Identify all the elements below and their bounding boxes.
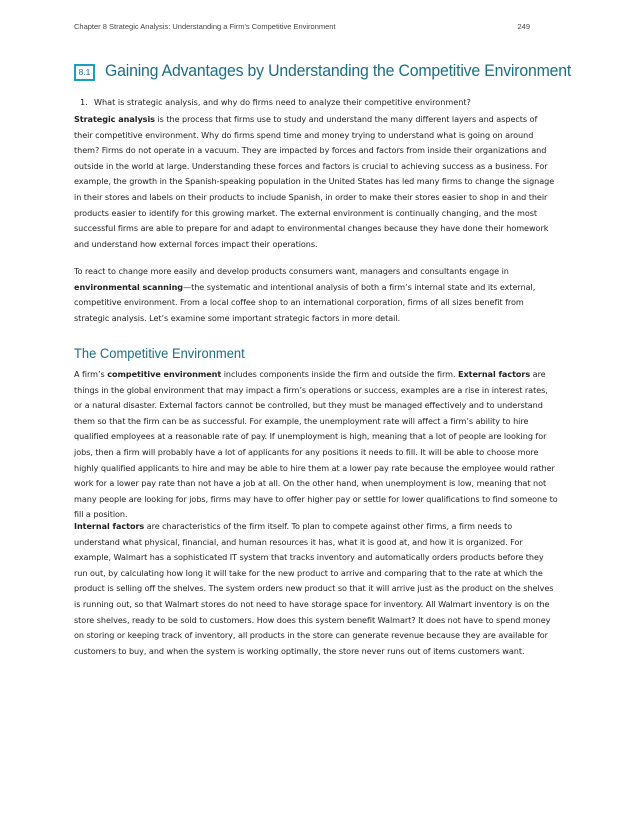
paragraph-text: is the process that firms use to study and understand the many different layers and aspects of their competitive environment. Why do firms spend time and money trying to understand what is going on around them? Firms do not operate in a vacuum. They are impacted by forces and factors from inside their organizations and outside in the world at large. Understanding these forces and factors is crucial to achieving success as a business. For example, the growth in the Spanish-speaking population in the United States has led many firms to change the signage in their stores and labels on their products to include Spanish, in order to make their stores easier to shop in and their products easier to identify for this growing market. The external environment is continually changing, and the most successful firms are able to prepare for and adapt to environmental changes because they have done their homework and understand how external forces impact their operations. [74, 114, 555, 249]
paragraph-strategic-analysis [74, 112, 558, 252]
paragraph-text: —the systematic and intentional analysis of both a firm’s internal state and its external, competitive environment. From a local coffee shop to an international corporation, firms of all sizes benefit from strategic analysis. Let’s examine some important strategic factors in more detail. [74, 281, 536, 323]
paragraph-environmental-scanning [74, 264, 558, 326]
paragraph-competitive-environment [74, 367, 558, 523]
key-term: External factors [458, 369, 531, 379]
key-term: Strategic analysis [74, 114, 155, 124]
objective-text: What is strategic analysis, and why do firms need to analyze their competitive environment? [94, 97, 471, 107]
key-term: environmental scanning [74, 281, 184, 292]
paragraph-text: are characteristics of the firm itself. To plan to compete against other firms, a firm needs to understand what physical, financial, and human resources it has, what it is good at, and how it is organized. For example, Walmart has a sophisticated IT system that tracks inventory and automatically orders products before they run out, by calculating how long it will take for the new product to arrive and comparing that to the rate at which the product is selling off the shelves. The system orders new product so that it will arrive just as the product on the shelves is running out, so that Walmart stores do not need to have storage space for inventory. All Walmart inventory is on the store shelves, ready to be sold to customers. How does this system benefit Walmart? It does not have to spend money on storing or keeping track of inventory, all products in the store can generate revenue because they are available for customers to buy, and when the system is working optimally, the store never runs out of items customers want. [74, 521, 554, 656]
section-number-badge: 8.1 [74, 64, 95, 81]
section-title: Gaining Advantages by Understanding the Competitive Environment [105, 62, 572, 80]
running-title: Chapter 8 Strategic Analysis: Understanding a Firm's Competitive Environment [74, 22, 336, 31]
subsection-title: The Competitive Environment [74, 346, 245, 361]
learning-objective [80, 96, 550, 108]
key-term: competitive environment [107, 369, 222, 379]
page-number: 249 [517, 22, 530, 31]
key-term: Internal factors [74, 521, 145, 531]
running-header [74, 22, 530, 31]
paragraph-text: A firm’s [74, 369, 108, 379]
paragraph-text: To react to change more easily and develop products consumers want, managers and consultants engage in [74, 266, 509, 276]
paragraph-text: includes components inside the firm and outside the firm. [221, 369, 458, 379]
paragraph-internal-factors [74, 519, 558, 659]
paragraph-text: are things in the global environment that may impact a firm’s operations or success, examples are a rise in interest rates, or a natural disaster. External factors cannot be controlled, but they must be managed effectively and to understand them so that the firm can be as successful. For example, the unemployment rate will affect a firm’s ability to hire qualified employees at a reasonable rate of pay. If unemployment is high, meaning that a lot of people are looking for jobs, then a firm will probably have a lot of applicants for any positions it needs to fill. It will be able to choose more highly qualified applicants to hire and may be able to hire them at a lower pay rate because the employee would rather work for a lower pay rate than not have a job at all. On the other hand, when unemployment is low, meaning that not many people are looking for jobs, firms may have to offer higher pay or settle for lower qualifications to find someone to fill a position. [74, 369, 558, 520]
objective-number: 1. [80, 97, 88, 107]
